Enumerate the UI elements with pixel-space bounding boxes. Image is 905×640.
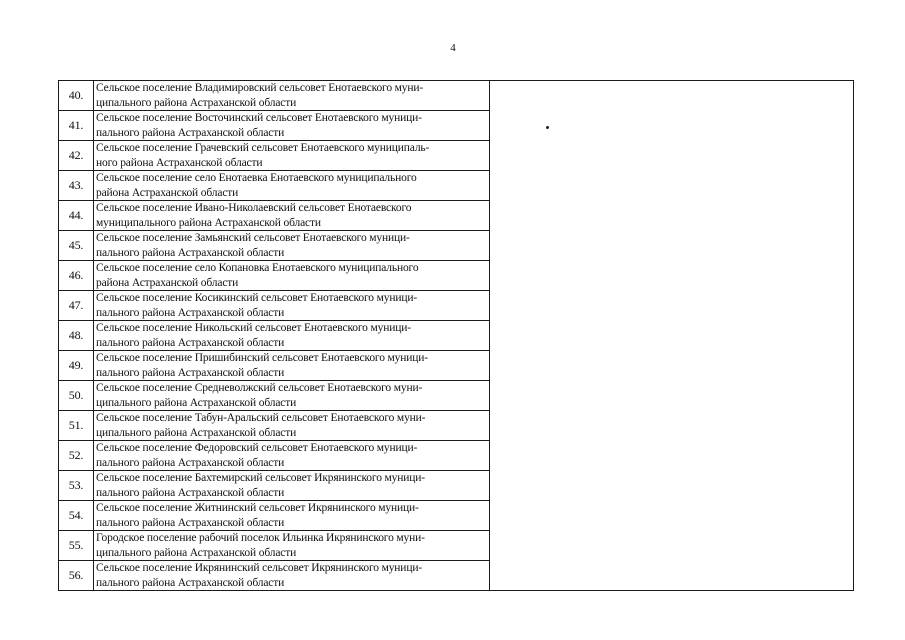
row-number: 54. bbox=[59, 501, 94, 531]
settlement-name-line: пального района Астраханской области bbox=[96, 486, 285, 499]
settlement-name-line: пального района Астраханской области bbox=[96, 306, 285, 319]
settlement-name bbox=[94, 171, 490, 201]
row-number: 51. bbox=[59, 411, 94, 441]
settlement-name-line: ного района Астраханской области bbox=[96, 156, 263, 169]
settlement-name bbox=[94, 321, 490, 351]
settlement-name bbox=[94, 291, 490, 321]
row-number: 56. bbox=[59, 561, 94, 591]
row-number: 45. bbox=[59, 231, 94, 261]
settlement-name bbox=[94, 471, 490, 501]
settlement-name-line: Сельское поселение Икрянинский сельсовет Икрянинского муници- bbox=[96, 562, 423, 575]
settlement-name bbox=[94, 531, 490, 561]
row-number: 55. bbox=[59, 531, 94, 561]
settlement-name-line: Сельское поселение Ивано-Николаевский сельсовет Енотаевского bbox=[96, 202, 412, 215]
settlement-name-line: ципального района Астраханской области bbox=[96, 426, 297, 439]
settlement-name-line: Сельское поселение село Копановка Енотаевского муниципального bbox=[96, 262, 419, 275]
settlement-name bbox=[94, 81, 490, 111]
settlement-name-line: пального района Астраханской области bbox=[96, 246, 285, 259]
settlement-name bbox=[94, 231, 490, 261]
settlement-name-line: Сельское поселение Владимировский сельсовет Енотаевского муни- bbox=[96, 82, 424, 95]
settlement-name-line: Сельское поселение Средневолжский сельсовет Енотаевского муни- bbox=[96, 382, 423, 395]
row-number: 53. bbox=[59, 471, 94, 501]
row-number: 47. bbox=[59, 291, 94, 321]
settlement-name bbox=[94, 381, 490, 411]
settlement-name-line: муниципального района Астраханской области bbox=[96, 216, 321, 229]
settlement-name-line: ципального района Астраханской области bbox=[96, 96, 297, 109]
row-number: 46. bbox=[59, 261, 94, 291]
settlement-name-line: Сельское поселение Житнинский сельсовет Икрянинского муници- bbox=[96, 502, 419, 515]
row-number: 48. bbox=[59, 321, 94, 351]
settlement-name-line: Городское поселение рабочий поселок Ильинка Икрянинского муни- bbox=[96, 532, 425, 545]
settlement-name-line: пального района Астраханской области bbox=[96, 456, 285, 469]
settlement-name-line: Сельское поселение село Енотаевка Енотаевского муниципального bbox=[96, 172, 417, 185]
settlements-table bbox=[58, 80, 854, 591]
settlement-name-line: ципального района Астраханской области bbox=[96, 546, 297, 559]
settlement-name-line: Сельское поселение Замьянский сельсовет Енотаевского муници- bbox=[96, 232, 410, 245]
page-number: 4 bbox=[450, 42, 456, 54]
settlement-name-line: Сельское поселение Федоровский сельсовет Енотаевского муници- bbox=[96, 442, 418, 455]
settlement-name-line: Сельское поселение Восточинский сельсовет Енотаевского муници- bbox=[96, 112, 422, 125]
row-number: 40. bbox=[59, 81, 94, 111]
row-number: 49. bbox=[59, 351, 94, 381]
settlement-name bbox=[94, 261, 490, 291]
row-number: 43. bbox=[59, 171, 94, 201]
settlement-name-line: Сельское поселение Табун-Аральский сельсовет Енотаевского муни- bbox=[96, 412, 426, 425]
settlement-name bbox=[94, 351, 490, 381]
row-number: 52. bbox=[59, 441, 94, 471]
settlement-name-line: ципального района Астраханской области bbox=[96, 396, 297, 409]
settlement-name-line: района Астраханской области bbox=[96, 186, 239, 199]
row-number: 50. bbox=[59, 381, 94, 411]
settlement-name-line: пального района Астраханской области bbox=[96, 516, 285, 529]
settlement-name-line: Сельское поселение Бахтемирский сельсовет Икрянинского муници- bbox=[96, 472, 425, 485]
settlement-name-line: пального района Астраханской области bbox=[96, 126, 285, 139]
settlement-name bbox=[94, 111, 490, 141]
scan-speck bbox=[546, 126, 549, 129]
table-row bbox=[59, 81, 854, 111]
row-number: 42. bbox=[59, 141, 94, 171]
settlement-name-line: пального района Астраханской области bbox=[96, 336, 285, 349]
row-number: 41. bbox=[59, 111, 94, 141]
settlement-name bbox=[94, 501, 490, 531]
settlement-name-line: пального района Астраханской области bbox=[96, 366, 285, 379]
settlement-name-line: Сельское поселение Косикинский сельсовет Енотаевского муници- bbox=[96, 292, 418, 305]
empty-column bbox=[490, 81, 854, 591]
settlement-name-line: Сельское поселение Никольский сельсовет Енотаевского муници- bbox=[96, 322, 411, 335]
row-number: 44. bbox=[59, 201, 94, 231]
settlement-name-line: пального района Астраханской области bbox=[96, 576, 285, 589]
settlement-name-line: района Астраханской области bbox=[96, 276, 239, 289]
settlement-name bbox=[94, 441, 490, 471]
settlement-name bbox=[94, 201, 490, 231]
settlement-name bbox=[94, 141, 490, 171]
settlements-table-body bbox=[59, 81, 854, 591]
settlement-name bbox=[94, 561, 490, 591]
settlement-name bbox=[94, 411, 490, 441]
settlement-name-line: Сельское поселение Грачевский сельсовет Енотаевского муниципаль- bbox=[96, 142, 430, 155]
settlement-name-line: Сельское поселение Пришибинский сельсовет Енотаевского муници- bbox=[96, 352, 428, 365]
